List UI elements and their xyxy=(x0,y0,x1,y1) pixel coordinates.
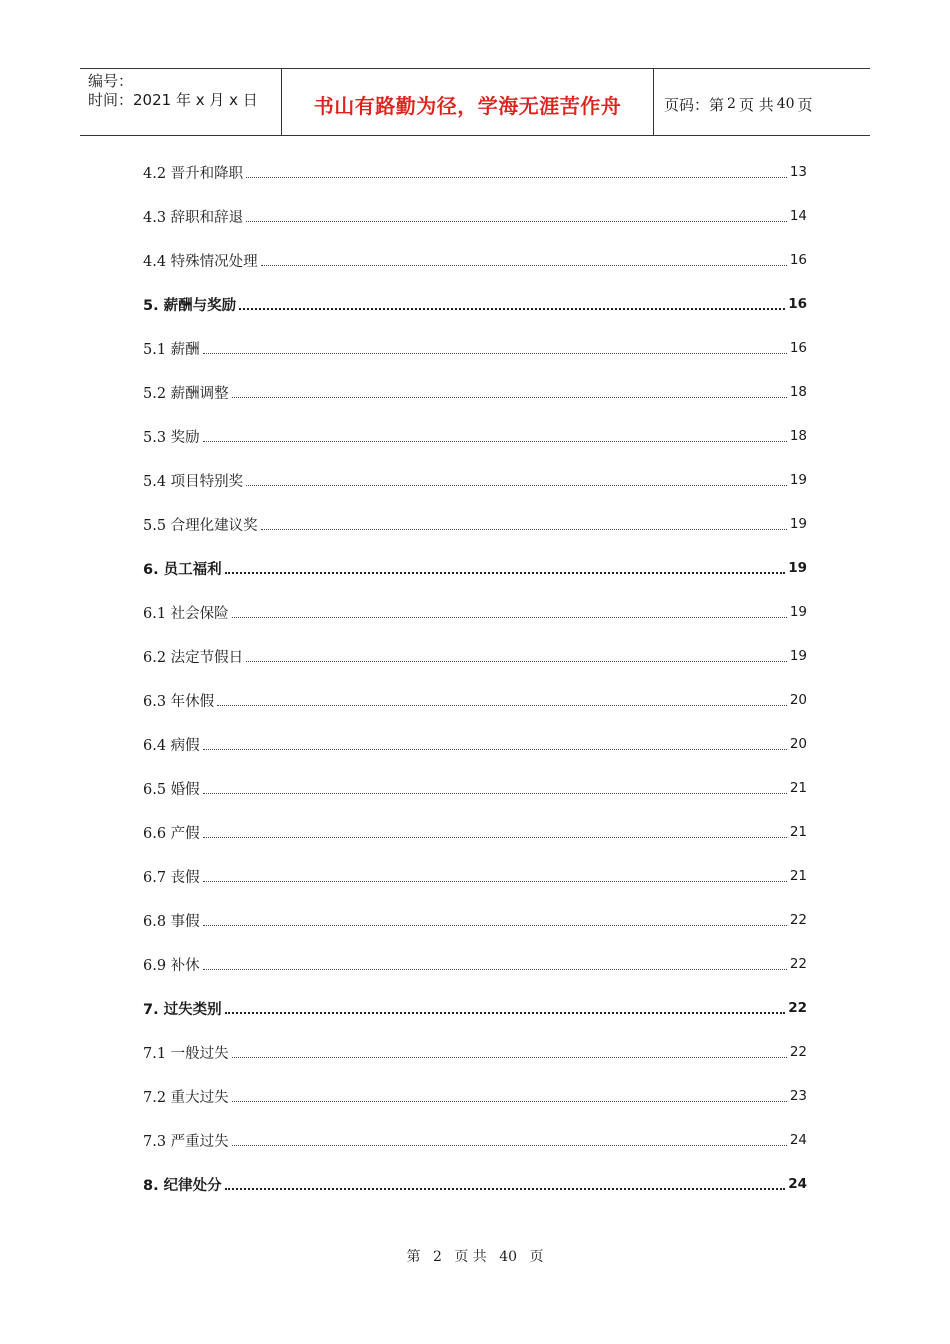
toc-entry-page: 22 xyxy=(789,912,807,928)
toc-entry-label: 7.1 一般过失 xyxy=(143,1045,229,1062)
toc-entry[interactable] xyxy=(143,898,807,942)
header-page-current: 2 xyxy=(727,96,736,112)
footer-prefix: 第 xyxy=(406,1249,421,1265)
toc-dot-leader xyxy=(261,265,787,266)
header-page-total: 40 xyxy=(776,96,795,112)
header-number-label: 编号： xyxy=(88,72,134,90)
toc-entry-page: 22 xyxy=(789,956,807,972)
toc-entry[interactable] xyxy=(143,634,807,678)
toc-entry[interactable] xyxy=(143,1074,807,1118)
toc-entry-label: 6. 员工福利 xyxy=(143,561,222,578)
toc-entry[interactable] xyxy=(143,590,807,634)
toc-entry-page: 18 xyxy=(789,428,807,444)
toc-entry-label: 6.6 产假 xyxy=(143,825,200,842)
footer-mid: 页 共 xyxy=(454,1249,487,1265)
toc-entry[interactable] xyxy=(143,986,807,1030)
toc-entry-label: 7.2 重大过失 xyxy=(143,1089,229,1106)
toc-entry-page: 21 xyxy=(789,824,807,840)
toc-entry[interactable] xyxy=(143,238,807,282)
toc-entry[interactable] xyxy=(143,370,807,414)
toc-entry-page: 19 xyxy=(788,560,807,576)
toc-dot-leader xyxy=(232,1057,787,1058)
header-time-label: 时间：2021 年 x 月 x 日 xyxy=(88,91,258,109)
toc-dot-leader xyxy=(203,881,787,882)
toc-dot-leader xyxy=(217,705,787,706)
toc-entry-page: 14 xyxy=(789,208,807,224)
toc-entry[interactable] xyxy=(143,150,807,194)
toc-entry-page: 16 xyxy=(788,296,807,312)
toc-entry-label: 5.2 薪酬调整 xyxy=(143,385,229,402)
toc-entry-page: 13 xyxy=(789,164,807,180)
toc-entry-label: 7. 过失类别 xyxy=(143,1001,222,1018)
toc-entry-label: 6.9 补休 xyxy=(143,957,200,974)
toc-dot-leader xyxy=(239,308,785,310)
toc-dot-leader xyxy=(232,1145,787,1146)
toc-entry-label: 4.3 辞职和辞退 xyxy=(143,209,244,226)
toc-entry-page: 16 xyxy=(789,340,807,356)
toc-dot-leader xyxy=(246,485,787,486)
toc-entry[interactable] xyxy=(143,326,807,370)
toc-entry-label: 5. 薪酬与奖励 xyxy=(143,297,237,314)
toc-entry-page: 19 xyxy=(789,472,807,488)
toc-dot-leader xyxy=(203,441,787,442)
toc-entry-page: 20 xyxy=(789,692,807,708)
toc-entry-page: 22 xyxy=(788,1000,807,1016)
page-header xyxy=(80,68,870,136)
toc-entry-page: 20 xyxy=(789,736,807,752)
toc-entry-label: 4.2 晋升和降职 xyxy=(143,165,244,182)
toc-entry-label: 6.5 婚假 xyxy=(143,781,200,798)
toc-dot-leader xyxy=(246,221,787,222)
toc-dot-leader xyxy=(203,925,787,926)
header-page-mid: 页 共 xyxy=(738,95,774,114)
header-page-info xyxy=(654,69,870,135)
toc-dot-leader xyxy=(225,572,786,574)
toc-entry-label: 5.3 奖励 xyxy=(143,429,200,446)
toc-entry-page: 16 xyxy=(789,252,807,268)
toc-entry-page: 19 xyxy=(789,648,807,664)
header-meta xyxy=(80,69,282,135)
toc-entry[interactable] xyxy=(143,282,807,326)
footer-total: 40 xyxy=(499,1249,518,1265)
toc-entry-label: 7.3 严重过失 xyxy=(143,1133,229,1150)
toc-entry[interactable] xyxy=(143,546,807,590)
toc-entry[interactable] xyxy=(143,722,807,766)
toc-entry[interactable] xyxy=(143,458,807,502)
toc-entry-page: 24 xyxy=(788,1176,807,1192)
header-page-prefix: 页码：第 xyxy=(664,95,725,114)
toc-entry-label: 6.1 社会保险 xyxy=(143,605,229,622)
toc-dot-leader xyxy=(225,1012,786,1014)
toc-entry[interactable] xyxy=(143,854,807,898)
toc-entry-label: 6.4 病假 xyxy=(143,737,200,754)
toc-entry-page: 24 xyxy=(789,1132,807,1148)
toc-entry-label: 6.3 年休假 xyxy=(143,693,215,710)
toc-entry-page: 19 xyxy=(789,604,807,620)
toc-dot-leader xyxy=(232,1101,787,1102)
toc-dot-leader xyxy=(246,661,787,662)
toc-entry-page: 21 xyxy=(789,868,807,884)
toc-entry-label: 5.5 合理化建议奖 xyxy=(143,517,258,534)
page-footer xyxy=(0,1246,950,1266)
toc-entry[interactable] xyxy=(143,942,807,986)
toc-dot-leader xyxy=(203,837,787,838)
header-motto: 书山有路勤为径，学海无涯苦作舟 xyxy=(282,69,654,135)
toc-entry-label: 5.1 薪酬 xyxy=(143,341,200,358)
toc-entry[interactable] xyxy=(143,810,807,854)
toc-dot-leader xyxy=(232,397,787,398)
toc-entry[interactable] xyxy=(143,1162,807,1206)
toc-entry[interactable] xyxy=(143,766,807,810)
toc-dot-leader xyxy=(203,793,787,794)
toc-entry[interactable] xyxy=(143,194,807,238)
toc-entry-label: 5.4 项目特别奖 xyxy=(143,473,244,490)
toc-entry-label: 6.2 法定节假日 xyxy=(143,649,244,666)
header-page-suffix: 页 xyxy=(797,95,813,114)
toc-entry[interactable] xyxy=(143,414,807,458)
toc-entry-label: 6.7 丧假 xyxy=(143,869,200,886)
toc-dot-leader xyxy=(203,353,787,354)
footer-current: 2 xyxy=(432,1249,442,1265)
toc-dot-leader xyxy=(203,749,787,750)
toc-entry-page: 18 xyxy=(789,384,807,400)
toc-entry[interactable] xyxy=(143,1118,807,1162)
toc-dot-leader xyxy=(232,617,787,618)
toc-dot-leader xyxy=(225,1188,786,1190)
toc-entry[interactable] xyxy=(143,1030,807,1074)
toc-entry-page: 23 xyxy=(789,1088,807,1104)
toc-dot-leader xyxy=(261,529,787,530)
toc-entry-label: 4.4 特殊情况处理 xyxy=(143,253,258,270)
toc-entry-page: 19 xyxy=(789,516,807,532)
toc-entry-page: 21 xyxy=(789,780,807,796)
toc-dot-leader xyxy=(246,177,787,178)
toc-dot-leader xyxy=(203,969,787,970)
toc-entry[interactable] xyxy=(143,678,807,722)
toc-entry[interactable] xyxy=(143,502,807,546)
footer-suffix: 页 xyxy=(529,1249,544,1265)
toc-entry-label: 6.8 事假 xyxy=(143,913,200,930)
toc-entry-label: 8. 纪律处分 xyxy=(143,1177,222,1194)
toc-entry-page: 22 xyxy=(789,1044,807,1060)
